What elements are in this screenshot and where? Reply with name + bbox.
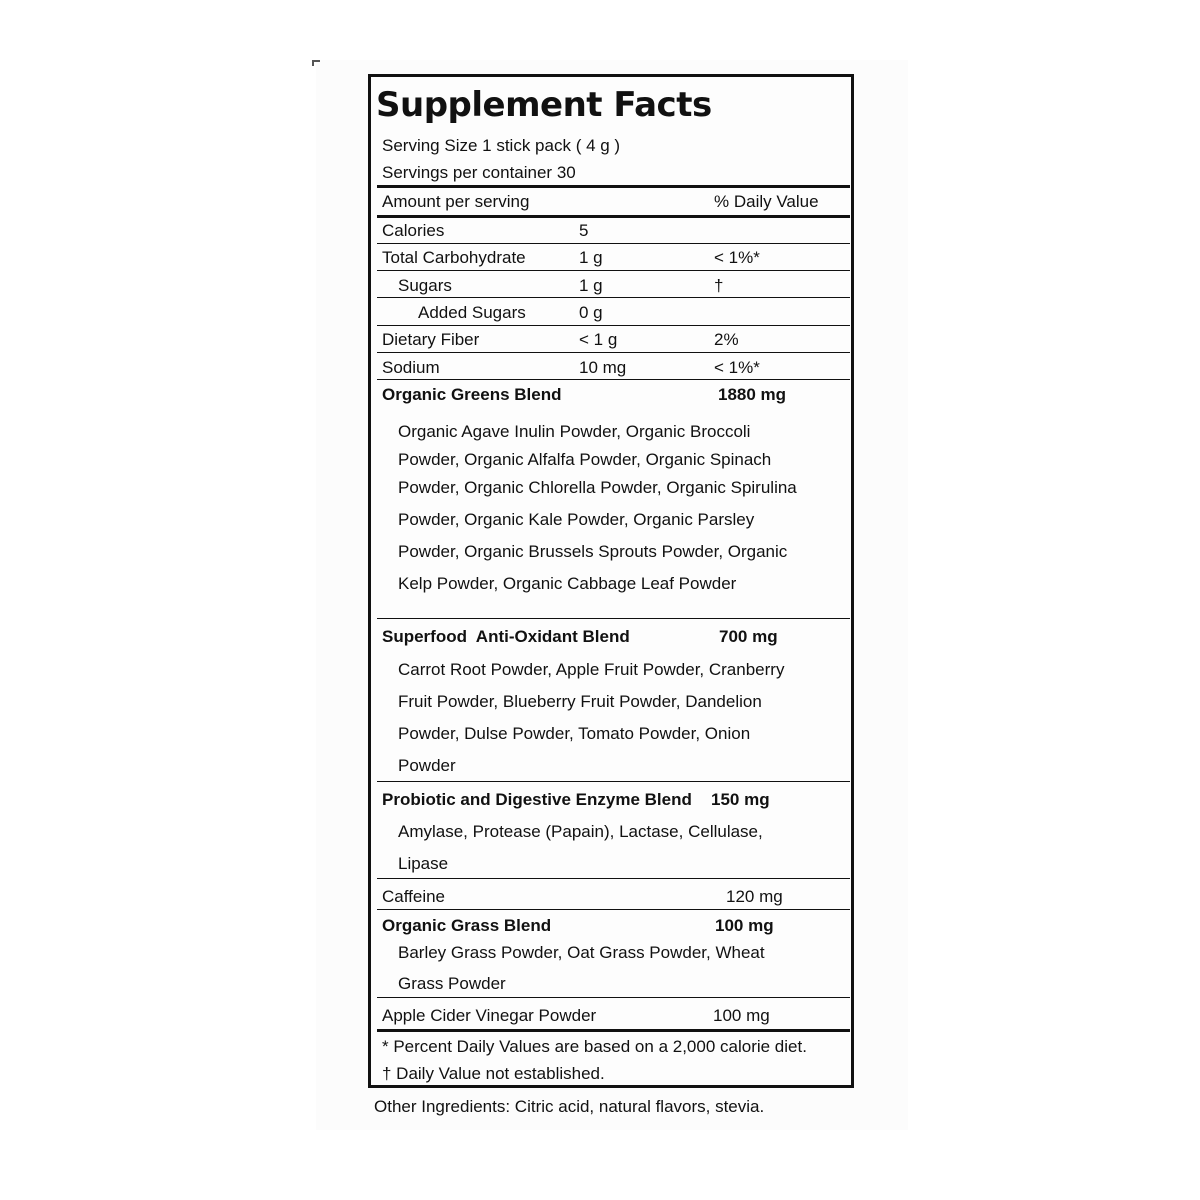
footnote-daily-values: * Percent Daily Values are based on a 2,000 calorie diet. xyxy=(382,1037,807,1056)
divider-thick xyxy=(377,215,850,218)
nutrient-amount: 1 g xyxy=(579,276,603,295)
servings-per-container: Servings per container 30 xyxy=(382,163,576,182)
ingredient-line: Amylase, Protease (Papain), Lactase, Cellulase, xyxy=(398,822,763,841)
nutrient-amount: < 1 g xyxy=(579,330,618,349)
ingredient-line: Powder, Organic Alfalfa Powder, Organic Spinach xyxy=(398,450,772,469)
ingredient-line: Powder, Organic Brussels Sprouts Powder, Organic xyxy=(398,542,788,561)
nutrient-amount: 10 mg xyxy=(579,358,627,377)
nutrient-daily-value: < 1%* xyxy=(714,358,760,377)
divider xyxy=(377,781,850,782)
serving-size: Serving Size 1 stick pack ( 4 g ) xyxy=(382,136,621,155)
ingredient-line: Powder, Dulse Powder, Tomato Powder, Onion xyxy=(398,724,751,743)
blend-ingredients xyxy=(398,821,763,875)
ingredient-line: Organic Agave Inulin Powder, Organic Broccoli xyxy=(398,422,751,441)
divider xyxy=(377,270,850,271)
nutrient-amount: 0 g xyxy=(579,303,603,322)
divider xyxy=(377,243,850,244)
blend-name: Probiotic and Digestive Enzyme Blend xyxy=(382,790,692,809)
blend-amount: 150 mg xyxy=(711,790,770,809)
amount-per-serving-header: Amount per serving xyxy=(382,192,530,211)
nutrient-amount: 120 mg xyxy=(726,887,783,906)
ingredient-line: Grass Powder xyxy=(398,974,506,993)
blend-ingredients xyxy=(398,421,797,601)
divider xyxy=(377,297,850,298)
ingredient-line: Lipase xyxy=(398,854,449,873)
ingredient-line: Powder, Organic Kale Powder, Organic Parsley xyxy=(398,510,755,529)
blend-amount: 100 mg xyxy=(715,916,774,935)
divider xyxy=(377,379,850,380)
divider xyxy=(377,909,850,910)
nutrient-name: Added Sugars xyxy=(418,303,526,322)
blend-amount: 700 mg xyxy=(719,627,778,646)
blend-ingredients xyxy=(398,659,784,777)
blend-name: Organic Grass Blend xyxy=(382,916,552,935)
nutrient-name: Sugars xyxy=(398,276,452,295)
nutrient-name: Calories xyxy=(382,221,445,240)
crop-mark xyxy=(312,60,320,66)
nutrient-name: Apple Cider Vinegar Powder xyxy=(382,1006,597,1025)
ingredient-line: Barley Grass Powder, Oat Grass Powder, Wheat xyxy=(398,943,765,962)
blend-amount: 1880 mg xyxy=(718,385,787,404)
divider xyxy=(377,997,850,998)
divider xyxy=(377,618,850,619)
daily-value-header: % Daily Value xyxy=(714,192,819,211)
ingredient-line: Kelp Powder, Organic Cabbage Leaf Powder xyxy=(398,574,737,593)
nutrient-name: Total Carbohydrate xyxy=(382,248,526,267)
divider xyxy=(377,878,850,879)
divider xyxy=(377,352,850,353)
panel-title: Supplement Facts xyxy=(376,85,712,125)
nutrient-daily-value: < 1%* xyxy=(714,248,760,267)
nutrient-daily-value: † xyxy=(714,276,724,295)
nutrient-amount: 5 xyxy=(579,221,589,240)
blend-ingredients xyxy=(398,942,765,995)
ingredient-line: Powder, Organic Chlorella Powder, Organic Spirulina xyxy=(398,478,797,497)
ingredient-line: Powder xyxy=(398,756,456,775)
ingredient-line: Carrot Root Powder, Apple Fruit Powder, Cranberry xyxy=(398,660,785,679)
ingredient-line: Fruit Powder, Blueberry Fruit Powder, Dandelion xyxy=(398,692,762,711)
nutrient-name: Dietary Fiber xyxy=(382,330,480,349)
footnote-not-established: † Daily Value not established. xyxy=(382,1064,605,1083)
divider-thick xyxy=(377,185,850,188)
nutrient-name: Sodium xyxy=(382,358,440,377)
blend-name: Organic Greens Blend xyxy=(382,385,562,404)
nutrient-amount: 100 mg xyxy=(713,1006,770,1025)
divider xyxy=(377,325,850,326)
other-ingredients: Other Ingredients: Citric acid, natural flavors, stevia. xyxy=(374,1097,765,1116)
nutrient-daily-value: 2% xyxy=(714,330,739,349)
blend-name: Superfood Anti-Oxidant Blend xyxy=(382,627,630,646)
nutrient-amount: 1 g xyxy=(579,248,603,267)
divider-thick xyxy=(377,1029,850,1032)
nutrient-name: Caffeine xyxy=(382,887,446,906)
